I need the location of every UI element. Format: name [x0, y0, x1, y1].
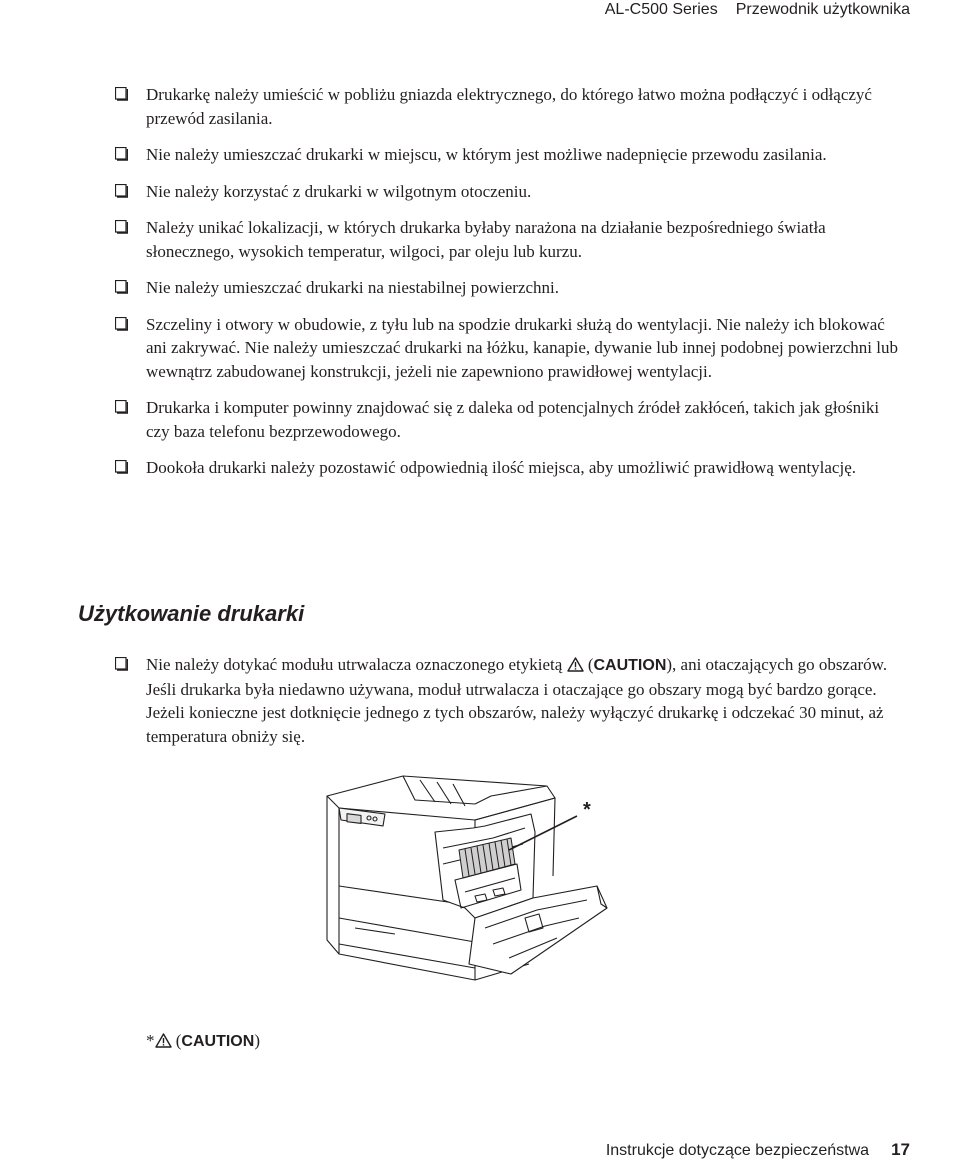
list-item	[115, 83, 905, 130]
checkbox-bullet-icon	[115, 184, 128, 198]
figure-asterisk-marker: *	[583, 799, 591, 821]
list-item	[115, 216, 905, 263]
caption-caution-label: CAUTION	[181, 1033, 255, 1050]
usage-section	[115, 653, 905, 748]
list-item-text: Nie należy umieszczać drukarki w miejscu, w którym jest możliwe nadepnięcie przewodu zasilania.	[146, 145, 827, 164]
placement-section	[115, 83, 905, 480]
list-item-text: Należy unikać lokalizacji, w których drukarka byłaby narażona na działanie bezpośredniego światła słonecznego, wysokich temperatur, wilgoci, par oleju lub kurzu.	[146, 218, 826, 261]
checkbox-bullet-icon	[115, 460, 128, 474]
page-footer	[606, 1140, 910, 1160]
list-item	[115, 276, 905, 300]
list-item-text: Dookoła drukarki należy pozostawić odpowiednią ilość miejsca, aby umożliwić prawidłową wentylację.	[146, 458, 856, 477]
page-number: 17	[891, 1140, 910, 1159]
list-item	[115, 456, 905, 480]
warning-triangle-icon	[155, 1033, 172, 1048]
figure-caption	[146, 1031, 260, 1051]
list-item	[115, 313, 905, 384]
list-item	[115, 143, 905, 167]
list-item-text: Drukarkę należy umieścić w pobliżu gniazda elektrycznego, do którego łatwo można podłączyć i odłączyć przewód zasilania.	[146, 85, 872, 128]
section-heading: Użytkowanie drukarki	[78, 601, 305, 626]
checkbox-bullet-icon	[115, 147, 128, 161]
page-header	[605, 0, 910, 21]
caption-open: (	[171, 1031, 182, 1050]
checkbox-bullet-icon	[115, 400, 128, 414]
checkbox-bullet-icon	[115, 220, 128, 234]
usage-text-after: ), ani otaczających go obszarów. Jeśli drukarka była niedawno używana, moduł utrwalacza i otaczające go obszary mogą być bardzo gorące. Jeżeli konieczne jest dotknięcie jednego z tych obszarów, należy wyłączyć drukarkę i odczekać 30 minut, aż temperatura obniży się.	[146, 655, 888, 746]
list-item-text: Szczeliny i otwory w obudowie, z tyłu lub na spodzie drukarki służą do wentylacji. Nie należy ich blokować ani zakrywać. Nie należy umieszczać drukarki na łóżku, kanapie, dywanie lub innej podobnej powierzchni lub wewnątrz zabudowanej konstrukcji, jeżeli nie zapewniono prawidłowej wentylacji.	[146, 314, 898, 381]
checkbox-bullet-icon	[115, 280, 128, 294]
caution-label: CAUTION	[593, 657, 667, 674]
printer-illustration	[325, 768, 615, 1013]
list-item-text: Drukarka i komputer powinny znajdować się z daleka od potencjalnych źródeł zakłóceń, takich jak głośniki czy baza telefonu bezprzewodowego.	[146, 398, 880, 441]
printer-drawing	[325, 768, 615, 1013]
warning-triangle-icon	[567, 657, 584, 672]
list-item-text: Nie należy korzystać z drukarki w wilgotnym otoczeniu.	[146, 181, 532, 201]
list-item	[115, 180, 905, 204]
footer-section-title: Instrukcje dotyczące bezpieczeństwa	[605, 1142, 870, 1159]
list-item	[115, 396, 905, 443]
list-item	[115, 653, 905, 748]
checkbox-bullet-icon	[115, 87, 128, 101]
caption-close: )	[254, 1031, 260, 1050]
caption-asterisk: *	[146, 1031, 155, 1050]
usage-caution-open: (	[583, 655, 594, 674]
usage-list	[115, 653, 905, 748]
usage-text-before: Nie należy dotykać modułu utrwalacza oznaczonego etykietą	[146, 655, 567, 674]
checkbox-bullet-icon	[115, 317, 128, 331]
checkbox-bullet-icon	[115, 657, 128, 671]
header-guide-title: Przewodnik użytkownika	[735, 1, 910, 18]
header-product: AL-C500 Series	[604, 1, 718, 18]
list-item-text: Nie należy umieszczać drukarki na niestabilnej powierzchni.	[146, 278, 560, 297]
placement-list	[115, 83, 905, 480]
